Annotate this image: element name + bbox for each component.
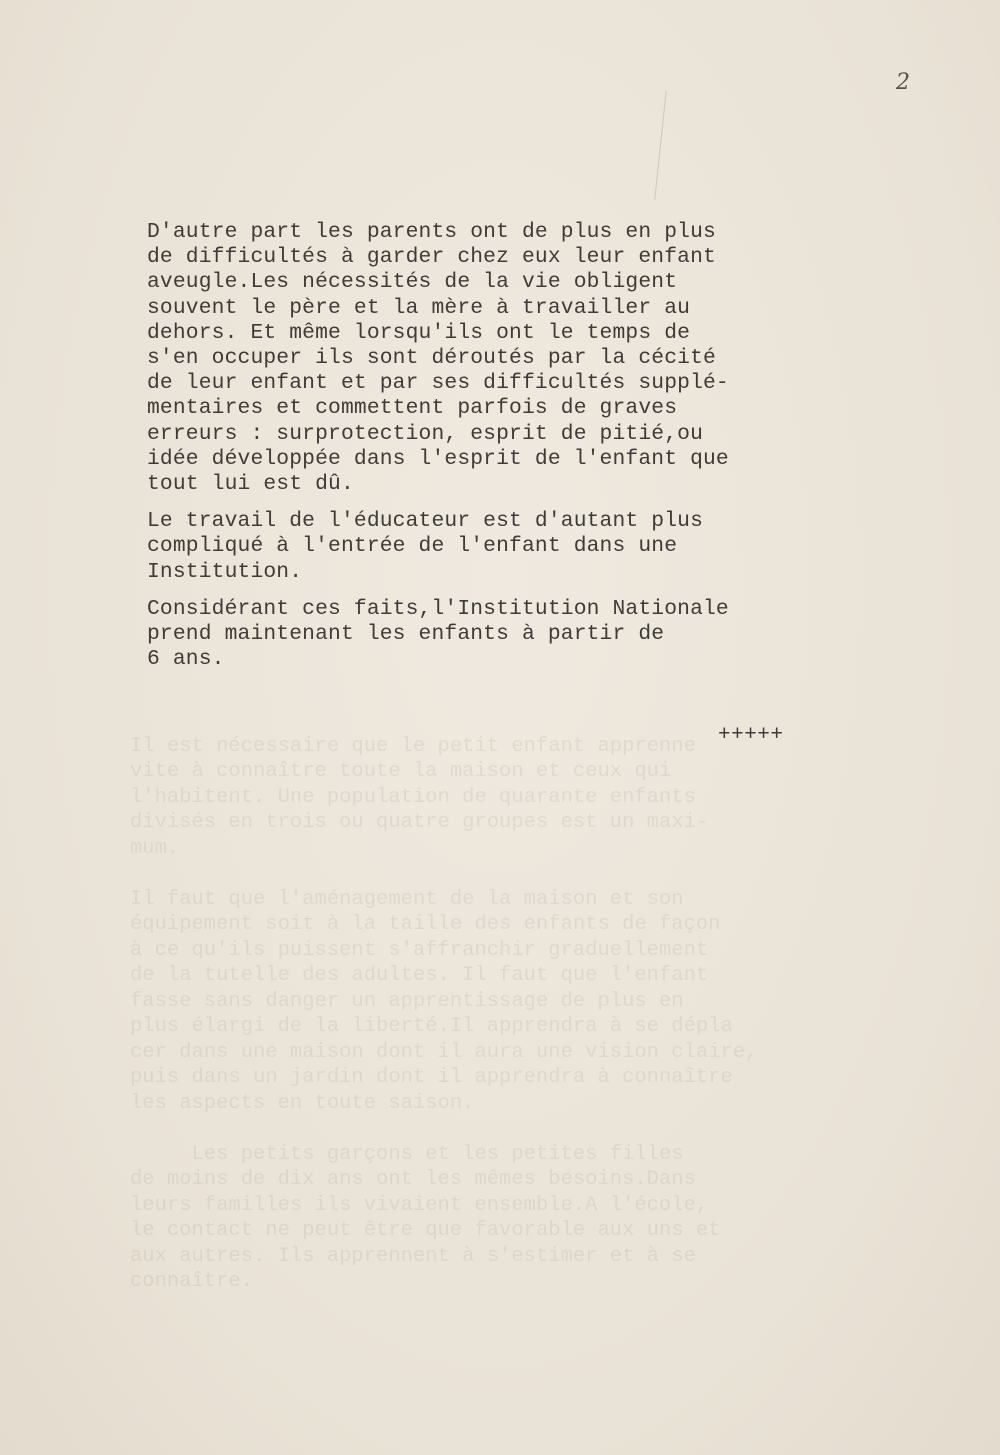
paragraph-parents [147, 220, 837, 497]
page-number: 2 [896, 70, 910, 95]
text-line: 6 ans. [147, 647, 225, 672]
text-line: idée développée dans l'esprit de l'enfant que [147, 446, 729, 471]
text-line: tout lui est dû. [147, 472, 354, 497]
paragraph-considering [147, 597, 837, 673]
text-line: Le travail de l'éducateur est d'autant plus [147, 509, 703, 534]
text-line: Considérant ces faits,l'Institution Nationale [147, 596, 729, 621]
text-line: mentaires et commettent parfois de graves [147, 396, 678, 421]
text-line: dehors. Et même lorsqu'ils ont le temps de [147, 320, 691, 345]
section-end-mark: +++++ [718, 724, 784, 747]
text-line: erreurs : surprotection, esprit de pitié,ou [147, 421, 703, 446]
text-line: D'autre part les parents ont de plus en plus [147, 220, 716, 244]
text-line: de leur enfant et par ses difficultés supplé- [147, 371, 729, 396]
text-line: souvent le père et la mère à travailler au [147, 295, 691, 320]
paper-crease [654, 90, 666, 200]
text-line: de difficultés à garder chez eux leur enfant [147, 245, 716, 270]
text-line: s'en occuper ils sont déroutés par la cécité [147, 346, 716, 371]
text-line: aveugle.Les nécessités de la vie obligent [147, 270, 678, 295]
text-line: prend maintenant les enfants à partir de [147, 622, 665, 647]
text-line: Institution. [147, 559, 303, 584]
text-line: compliqué à l'entrée de l'enfant dans une [147, 534, 678, 559]
typed-body-text [147, 220, 837, 672]
reverse-side-bleed-through: Il est nécessaire que le petit enfant apprenne vite à connaître toute la maison et ceux qui l'habitent. Une population de quarante enfants divisés en trois ou quatre groupes est un maxi- mum. Il faut que l'aménagement de la maison et son équipement soit à la taille des enfants de façon à ce qu'ils puissent s'affranchir graduellement de la tutelle des adultes. Il faut que l'enfant fasse sans danger un apprentissage de plus en plus élargi de la liberté.Il apprendra à se dépla cer dans une maison dont il aura une vision claire, puis dans un jardin dont il apprendra à connaître les aspects en toute saison. Les petits garçons et les petites filles de moins de dix ans ont les mêmes besoins.Dans leurs familles ils vivaient ensemble.A l'école, le contact ne peut être que favorable aux uns et aux autres. Ils apprennent à s'estimer et à se connaître. [130, 734, 758, 1293]
paragraph-educator [147, 509, 837, 585]
